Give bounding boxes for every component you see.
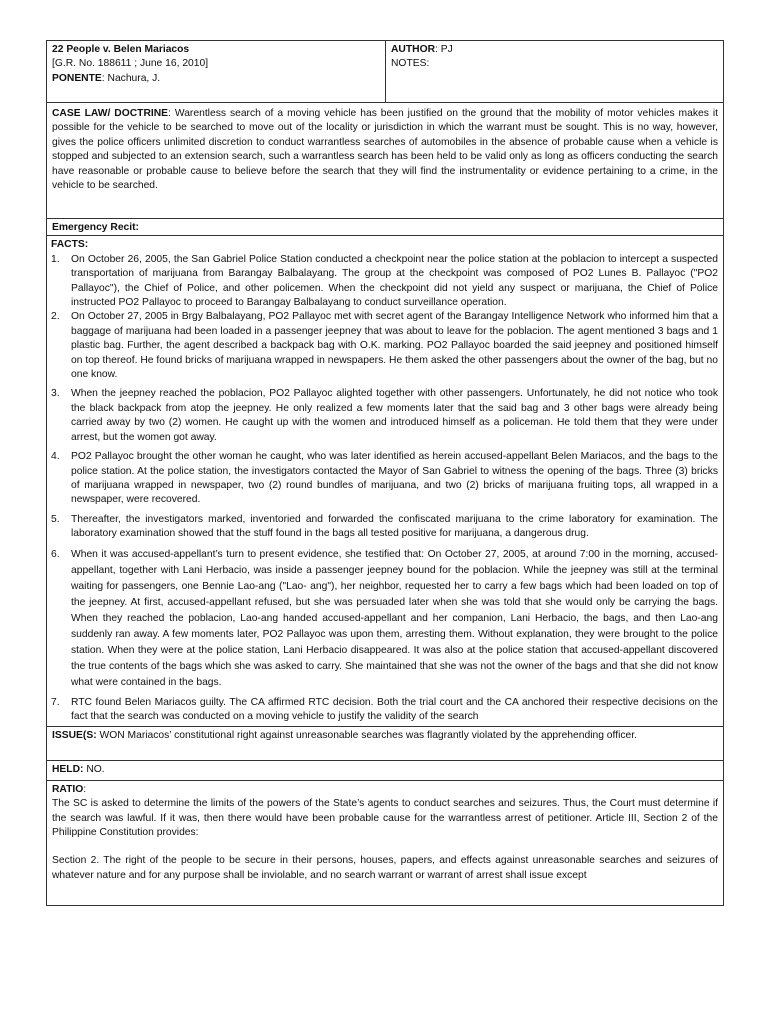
held-text: NO. <box>83 764 105 776</box>
fact-item <box>51 513 718 542</box>
ratio-colon: : <box>83 783 87 795</box>
recit-row <box>47 219 724 236</box>
fact-number: 4. <box>51 451 60 463</box>
doctrine-text: : Warentless search of a moving vehicle has been justified on the ground that the mobility of motor vehicles makes it possible for the vehicle to be searched to move out of the locality or jurisdiction in which the warrant must be sought. This is no way, however, gives the police officers unlimited discretion to conduct warrantless searches of automobiles in the absence of probable cause when a vehicle is stopped and subjected to an extension search, such a warrantless search has been held to be valid only as long as officers conducting the search have reasonable or probable cause to believe before the search that they will find the instrumentality or evidence pertaining to a crime, in the vehicle to be searched. <box>52 108 718 192</box>
issue-row <box>47 727 724 761</box>
fact-text: When it was accused-appellant’s turn to present evidence, she testified that: On October 27, 2005, at around 7:00 in the morning, accused-appellant, together with Lani Herbacio, was inside a passenger jeepney bound for the poblacion. While the jeepney was still at the terminal waiting for passengers, one Bennie Lao-ang ("Lao- ang"), her neighbor, requested her to carry a few bags which had been loaded on top of the jeepney. At first, accused-appellant refused, but she was persuaded later when she was told that she would only be carrying the bags. When they reached the poblacion, Lao-ang handed accused-appellant and her companion, Lani Herbacio, the bags, and then Lao-ang suddenly ran away. A few moments later, PO2 Pallayoc was upon them, arresting them. Without explanation, they were brought to the police station. When they were at the police station, Lani Herbacio disappeared. It was also at the police station that accused-appellant discovered the true contents of the bags which she was asked to carry. She maintained that she was not the owner of the bags and that she did not know what were contained in the bags. <box>71 548 718 688</box>
held-cell <box>47 761 724 780</box>
author-value: : PJ <box>435 44 453 55</box>
fact-item <box>51 547 718 691</box>
fact-text: Thereafter, the investigators marked, inventoried and forwarded the confiscated marijuana to the crime laboratory for examination. The laboratory examination showed that the stuff found in the bags all tested positive for marijuana, a dangerous drug. <box>71 513 718 540</box>
fact-number: 1. <box>51 253 60 265</box>
ponente <box>52 72 380 86</box>
case-info-cell <box>47 41 386 103</box>
doctrine-cell <box>47 103 724 219</box>
doctrine-row <box>47 103 724 219</box>
issue-cell <box>47 727 724 761</box>
ratio-label: RATIO <box>52 783 84 795</box>
fact-text: On October 26, 2005, the San Gabriel Police Station conducted a checkpoint near the police station at the poblacion to intercept a suspected transportation of marijuana from Barangay Balbalayang. The group at the checkpoint was composed of PO2 Lunes B. Pallayoc ("PO2 Pallayoc"), the Chief of Police, and other policemen. When the checkpoint did not yield any suspect or marijuana, the Chief of Police instructed PO2 Pallayoc to proceed to Barangay Balbalayang to conduct surveillance operation. <box>71 253 718 309</box>
ratio-row <box>47 780 724 905</box>
facts-list <box>51 253 718 725</box>
ponente-label: PONENTE <box>52 72 102 84</box>
author-label: AUTHOR <box>391 44 436 55</box>
fact-item <box>51 450 718 508</box>
notes-label: NOTES: <box>391 58 430 70</box>
held-label: HELD: <box>52 764 84 776</box>
doctrine-label: CASE LAW/ DOCTRINE <box>52 108 169 119</box>
held-row <box>47 761 724 780</box>
ratio-paragraph: Section 2. The right of the people to be secure in their persons, houses, papers, and effects against unreasonable searches and seizures of whatever nature and for any purpose shall be inviolable, and no search warrant or warrant of arrest shall issue except <box>52 855 718 881</box>
fact-number: 2. <box>51 311 60 323</box>
header-row <box>47 41 724 103</box>
fact-text: When the jeepney reached the poblacion, PO2 Pallayoc alighted together with other passengers. Unfortunately, he did not notice who took the black backpack from atop the jeepney. He only realized a few moments later that the said bag and 3 other bags were already being carried away by two (2) women. He caught up with the women and introduced himself as a policeman. He told them that they were under arrest, but the women got away. <box>71 388 718 443</box>
fact-number: 3. <box>51 388 60 400</box>
ratio-cell <box>47 780 724 905</box>
fact-text: On October 27, 2005 in Brgy Balbalayang, PO2 Pallayoc met with secret agent of the Barangay Intelligence Network who informed him that a baggage of marijuana had been loaded in a passenger jeepney that was about to leave for the poblacion. The agent mentioned 3 bags and 1 plastic bag. Further, the agent described a backpack bag with O.K. marking. PO2 Pallayoc boarded the said jeepney and positioned himself on top thereof. He found bricks of marijuana wrapped in newspapers. He them asked the other passengers about the owner of the bag, but no one know. <box>71 311 718 381</box>
ratio-heading <box>52 783 718 797</box>
issue-label: ISSUE(S: <box>52 730 97 742</box>
fact-text: PO2 Pallayoc brought the other woman he caught, who was later identified as herein accused-appellant Belen Mariacos, and the bags to the police station. At the police station, the investigators contacted the Mayor of San Gabriel to witness the opening of the bags. Three (3) bricks of marijuana wrapped in newspaper, two (2) round bundles of marijuana, and two (2) bricks of marijuana fruiting tops, all wrapped in a newspaper, were recovered. <box>71 451 718 506</box>
fact-item <box>51 387 718 445</box>
fact-text: RTC found Belen Mariacos guilty. The CA affirmed RTC decision. Both the trial court and the CA anchored their respective decisions on the fact that the search was conducted on a moving vehicle to justify the validity of the search <box>71 696 718 722</box>
facts-cell <box>47 236 724 727</box>
issue-text: WON Mariacos’ constitutional right against unreasonable searches was flagrantly violated by the apprehending officer. <box>96 730 637 742</box>
case-title: 22 People v. Belen Mariacos <box>52 44 190 55</box>
facts-row <box>47 236 724 727</box>
facts-label: FACTS: <box>51 239 89 251</box>
gr-number: [G.R. No. 188611 ; June 16, 2010] <box>52 58 209 70</box>
case-digest-table <box>46 40 724 906</box>
fact-number: 5. <box>51 513 60 525</box>
ponente-value: : Nachura, J. <box>101 72 161 84</box>
recit-label: Emergency Recit: <box>47 219 724 236</box>
ratio-paragraph: The SC is asked to determine the limits of the powers of the State’s agents to conduct searches and seizures. Thus, the Court must determine if the search was lawful. If it was, then there would have been probable cause for the warrantless arrest of petitioner. Article III, Section 2 of the Philippine Constitution provides: <box>52 798 718 838</box>
case-digest <box>46 40 723 906</box>
fact-item <box>51 696 718 725</box>
fact-item <box>51 253 718 311</box>
author-notes-cell <box>386 41 724 103</box>
fact-item <box>51 310 718 382</box>
author <box>391 43 718 57</box>
fact-number: 6. <box>51 548 60 560</box>
fact-number: 7. <box>51 696 60 708</box>
